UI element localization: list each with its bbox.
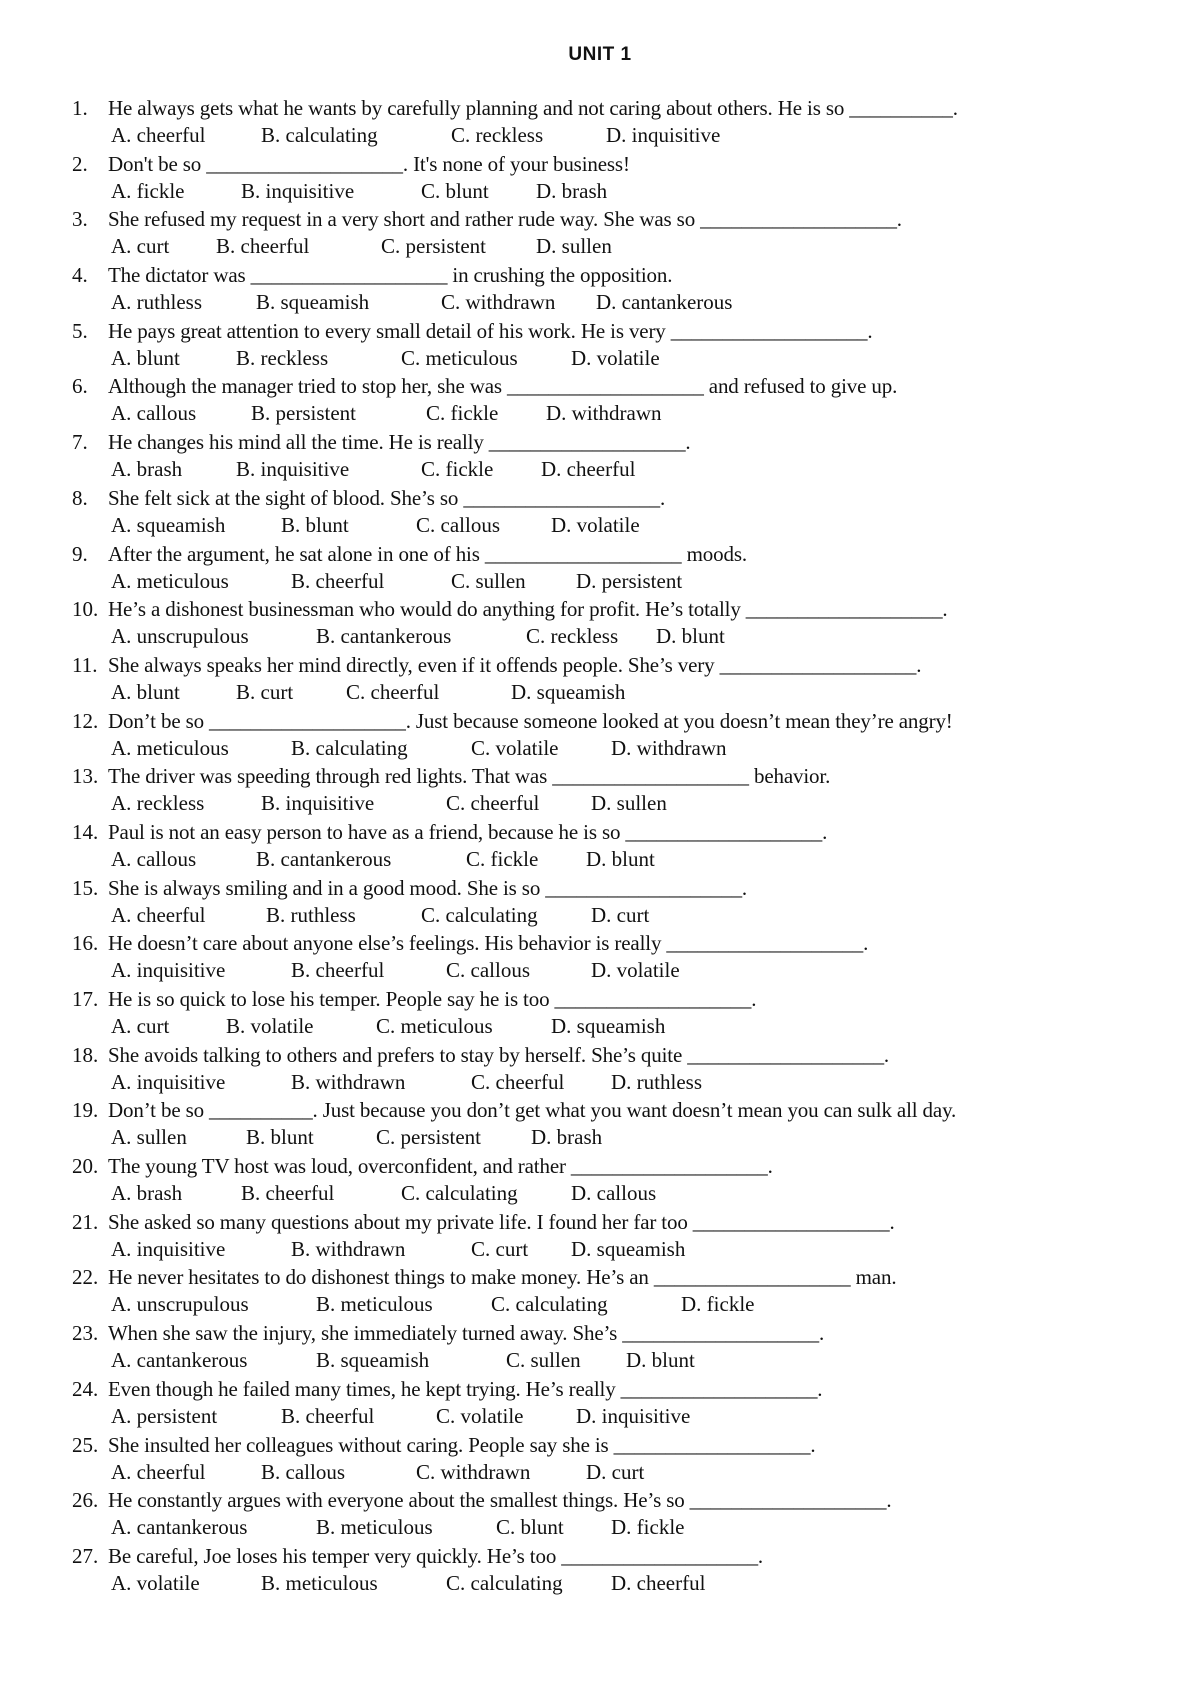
question-text: The driver was speeding through red lights. That was ___________________ behavior. [108,764,831,789]
question-number: 26. [72,1488,99,1513]
answer-option: D. squeamish [511,679,626,704]
question-number: 6. [72,374,88,399]
answer-option: C. volatile [436,1403,524,1428]
question-number: 20. [72,1154,99,1179]
question-number: 3. [72,207,88,232]
answer-option: A. meticulous [111,568,229,593]
question-number: 11. [72,652,98,677]
answer-option: D. volatile [571,345,660,370]
question-number: 5. [72,318,88,343]
answer-option: B. cheerful [281,1403,375,1428]
question-text: She always speaks her mind directly, even if it offends people. She’s very ___________________. [108,652,922,677]
answer-option: B. meticulous [316,1515,433,1540]
question-number: 9. [72,541,88,566]
question-number: 16. [72,931,99,956]
question-item [0,1319,1200,1375]
question-text: She insulted her colleagues without caring. People say she is ___________________. [108,1432,816,1457]
question-item [0,874,1200,930]
question-text: She asked so many questions about my private life. I found her far too ___________________. [108,1209,895,1234]
answer-option: B. inquisitive [241,178,355,203]
answer-option: B. persistent [251,401,356,426]
page-title: UNIT 1 [568,44,632,65]
question-item [0,707,1200,763]
answer-option: C. blunt [496,1515,564,1540]
answer-option: D. blunt [626,1348,695,1373]
answer-option: D. sullen [536,234,612,259]
answer-option: C. callous [416,512,500,537]
question-number: 13. [72,764,99,789]
answer-option: D. blunt [586,846,655,871]
question-item [0,1208,1200,1264]
question-text: The young TV host was loud, overconfident, and rather ___________________. [108,1154,773,1179]
question-text: Although the manager tried to stop her, she was ___________________ and refused to give up. [108,374,898,399]
question-text: The dictator was ___________________ in crushing the opposition. [108,263,673,288]
answer-option: D. blunt [656,624,725,649]
question-item [0,372,1200,428]
question-number: 22. [72,1265,99,1290]
question-text: He never hesitates to do dishonest things to make money. He’s an ___________________ man. [108,1265,897,1290]
question-text: She felt sick at the sight of blood. She’s so ___________________. [108,485,666,510]
question-text: After the argument, he sat alone in one of his ___________________ moods. [108,541,747,566]
question-item [0,94,1200,150]
answer-option: C. withdrawn [441,290,556,315]
question-text: He’s a dishonest businessman who would do anything for profit. He’s totally ___________________. [108,597,948,622]
answer-option: A. squeamish [111,512,226,537]
answer-option: C. calculating [446,1570,563,1595]
question-item [0,540,1200,596]
answer-option: D. ruthless [611,1069,702,1094]
question-item [0,1375,1200,1431]
question-number: 17. [72,987,99,1011]
answer-option: B. withdrawn [291,1069,406,1094]
question-item [0,1263,1200,1319]
question-number: 14. [72,819,99,844]
answer-option: B. meticulous [316,1292,433,1317]
answer-option: B. squeamish [256,290,370,315]
question-number: 1. [72,96,88,120]
answer-option: B. callous [261,1459,345,1484]
question-item [0,1096,1200,1152]
answer-option: C. cheerful [471,1069,565,1094]
answer-option: A. brash [111,1181,183,1206]
answer-option: B. ruthless [266,902,356,927]
answer-option: B. reckless [236,345,329,370]
answer-option: A. curt [111,1014,170,1038]
question-text: She refused my request in a very short and rather rude way. She was so ___________________. [108,207,902,232]
question-text: He changes his mind all the time. He is really ___________________. [108,430,691,455]
answer-option: C. cheerful [446,791,540,816]
answer-option: A. callous [111,846,197,871]
answer-option: B. blunt [281,512,349,537]
question-text: Be careful, Joe loses his temper very quickly. He’s too ___________________. [108,1543,764,1568]
answer-option: D. fickle [611,1515,685,1540]
question-number: 18. [72,1042,99,1067]
answer-option: A. cheerful [111,902,206,927]
question-item [0,929,1200,985]
answer-option: A. callous [111,401,197,426]
answer-option: B. inquisitive [236,457,350,482]
answer-option: B. inquisitive [261,791,375,816]
answer-option: C. calculating [401,1181,518,1206]
question-item [0,818,1200,874]
answer-option: D. volatile [551,512,640,537]
answer-option: B. cantankerous [256,846,392,871]
answer-option: D. callous [571,1181,657,1206]
answer-option: A. inquisitive [111,1236,226,1261]
question-item [0,985,1200,1041]
question-item [0,205,1200,261]
question-item [0,651,1200,707]
answer-option: A. ruthless [111,290,202,315]
answer-option: D. cantankerous [596,290,733,315]
answer-option: D. volatile [591,958,680,983]
answer-option: D. withdrawn [611,735,727,760]
answer-option: D. brash [536,178,608,203]
question-text: Don't be so ___________________. It's none of your business! [108,151,630,176]
answer-option: D. brash [531,1125,603,1150]
answer-option: C. callous [446,958,530,983]
answer-option: C. calculating [421,902,538,927]
question-item [0,1041,1200,1097]
answer-option: D. squeamish [571,1236,686,1261]
question-number: 27. [72,1543,99,1568]
answer-option: C. fickle [466,846,539,871]
answer-option: D. squeamish [551,1014,666,1038]
question-number: 4. [72,263,88,288]
answer-option: A. inquisitive [111,1069,226,1094]
answer-option: A. volatile [111,1570,200,1595]
question-item [0,317,1200,373]
question-number: 10. [72,597,99,622]
answer-option: A. persistent [111,1403,218,1428]
answer-option: A. blunt [111,345,180,370]
question-item [0,261,1200,317]
answer-option: D. sullen [591,791,667,816]
question-item [0,1152,1200,1208]
question-item [0,428,1200,484]
question-item [0,1486,1200,1542]
answer-option: A. meticulous [111,735,229,760]
answer-option: C. persistent [376,1125,481,1150]
answer-option: D. fickle [681,1292,755,1317]
question-text: He constantly argues with everyone about the smallest things. He’s so ___________________. [108,1488,892,1513]
answer-option: B. cheerful [291,958,385,983]
answer-option: B. withdrawn [291,1236,406,1261]
answer-option: C. persistent [381,234,486,259]
question-number: 24. [72,1376,99,1401]
answer-option: C. calculating [491,1292,608,1317]
answer-option: B. volatile [226,1014,314,1038]
answer-option: D. cheerful [541,457,636,482]
answer-option: B. meticulous [261,1570,378,1595]
question-text: When she saw the injury, she immediately turned away. She’s ___________________. [108,1321,825,1346]
question-text: She is always smiling and in a good mood. She is so ___________________. [108,875,748,900]
question-number: 8. [72,485,88,510]
answer-option: A. sullen [111,1125,187,1150]
answer-option: A. blunt [111,679,180,704]
answer-option: B. blunt [246,1125,314,1150]
question-number: 23. [72,1321,99,1346]
answer-option: C. reckless [451,123,544,147]
answer-option: B. cheerful [291,568,385,593]
answer-option: B. calculating [261,123,378,147]
answer-option: D. cheerful [611,1570,706,1595]
question-item [0,150,1200,206]
answer-option: B. curt [236,679,294,704]
question-text: He is so quick to lose his temper. People say he is too ___________________. [108,987,757,1011]
question-number: 2. [72,151,88,176]
answer-option: A. brash [111,457,183,482]
question-text: Don’t be so __________. Just because you don’t get what you want doesn’t mean you can sulk all day. [108,1098,957,1123]
answer-option: B. calculating [291,735,408,760]
answer-option: A. reckless [111,791,205,816]
question-list [0,94,1200,1598]
question-text: Paul is not an easy person to have as a friend, because he is so ___________________. [108,819,828,844]
answer-option: C. cheerful [346,679,440,704]
question-text: Even though he failed many times, he kept trying. He’s really ___________________. [108,1376,823,1401]
answer-option: B. cheerful [241,1181,335,1206]
answer-option: C. withdrawn [416,1459,531,1484]
answer-option: C. volatile [471,735,559,760]
answer-option: B. cheerful [216,234,310,259]
question-text: He pays great attention to every small detail of his work. He is very ___________________. [108,318,873,343]
question-number: 19. [72,1098,99,1123]
answer-option: A. inquisitive [111,958,226,983]
answer-option: C. meticulous [376,1014,493,1038]
question-number: 12. [72,708,99,733]
answer-option: B. cantankerous [316,624,452,649]
answer-option: A. unscrupulous [111,1292,249,1317]
answer-option: C. sullen [451,568,526,593]
answer-option: C. fickle [426,401,499,426]
answer-option: A. cheerful [111,1459,206,1484]
question-item [0,1431,1200,1487]
answer-option: B. squeamish [316,1348,430,1373]
question-number: 25. [72,1432,99,1457]
question-item [0,484,1200,540]
answer-option: D. withdrawn [546,401,662,426]
answer-option: C. meticulous [401,345,518,370]
answer-option: D. persistent [576,568,683,593]
question-text: She avoids talking to others and prefers to stay by herself. She’s quite ___________________. [108,1042,890,1067]
question-item [0,595,1200,651]
answer-option: A. cantankerous [111,1348,248,1373]
answer-option: D. curt [586,1459,645,1484]
answer-option: A. fickle [111,178,185,203]
question-item [0,762,1200,818]
question-text: Don’t be so ___________________. Just because someone looked at you doesn’t mean they’re angry! [108,708,953,733]
question-item [0,1542,1200,1598]
answer-option: D. inquisitive [576,1403,691,1428]
answer-option: D. curt [591,902,650,927]
answer-option: C. reckless [526,624,619,649]
question-number: 15. [72,875,99,900]
answer-option: A. cheerful [111,123,206,147]
answer-option: C. curt [471,1236,529,1261]
answer-option: A. unscrupulous [111,624,249,649]
answer-option: A. curt [111,234,170,259]
answer-option: A. cantankerous [111,1515,248,1540]
question-number: 7. [72,430,88,455]
question-number: 21. [72,1209,99,1234]
answer-option: C. fickle [421,457,494,482]
answer-option: D. inquisitive [606,123,721,147]
answer-option: C. blunt [421,178,489,203]
answer-option: C. sullen [506,1348,581,1373]
question-text: He doesn’t care about anyone else’s feelings. His behavior is really ___________________. [108,931,869,956]
question-text: He always gets what he wants by carefully planning and not caring about others. He is so __________. [108,96,958,120]
